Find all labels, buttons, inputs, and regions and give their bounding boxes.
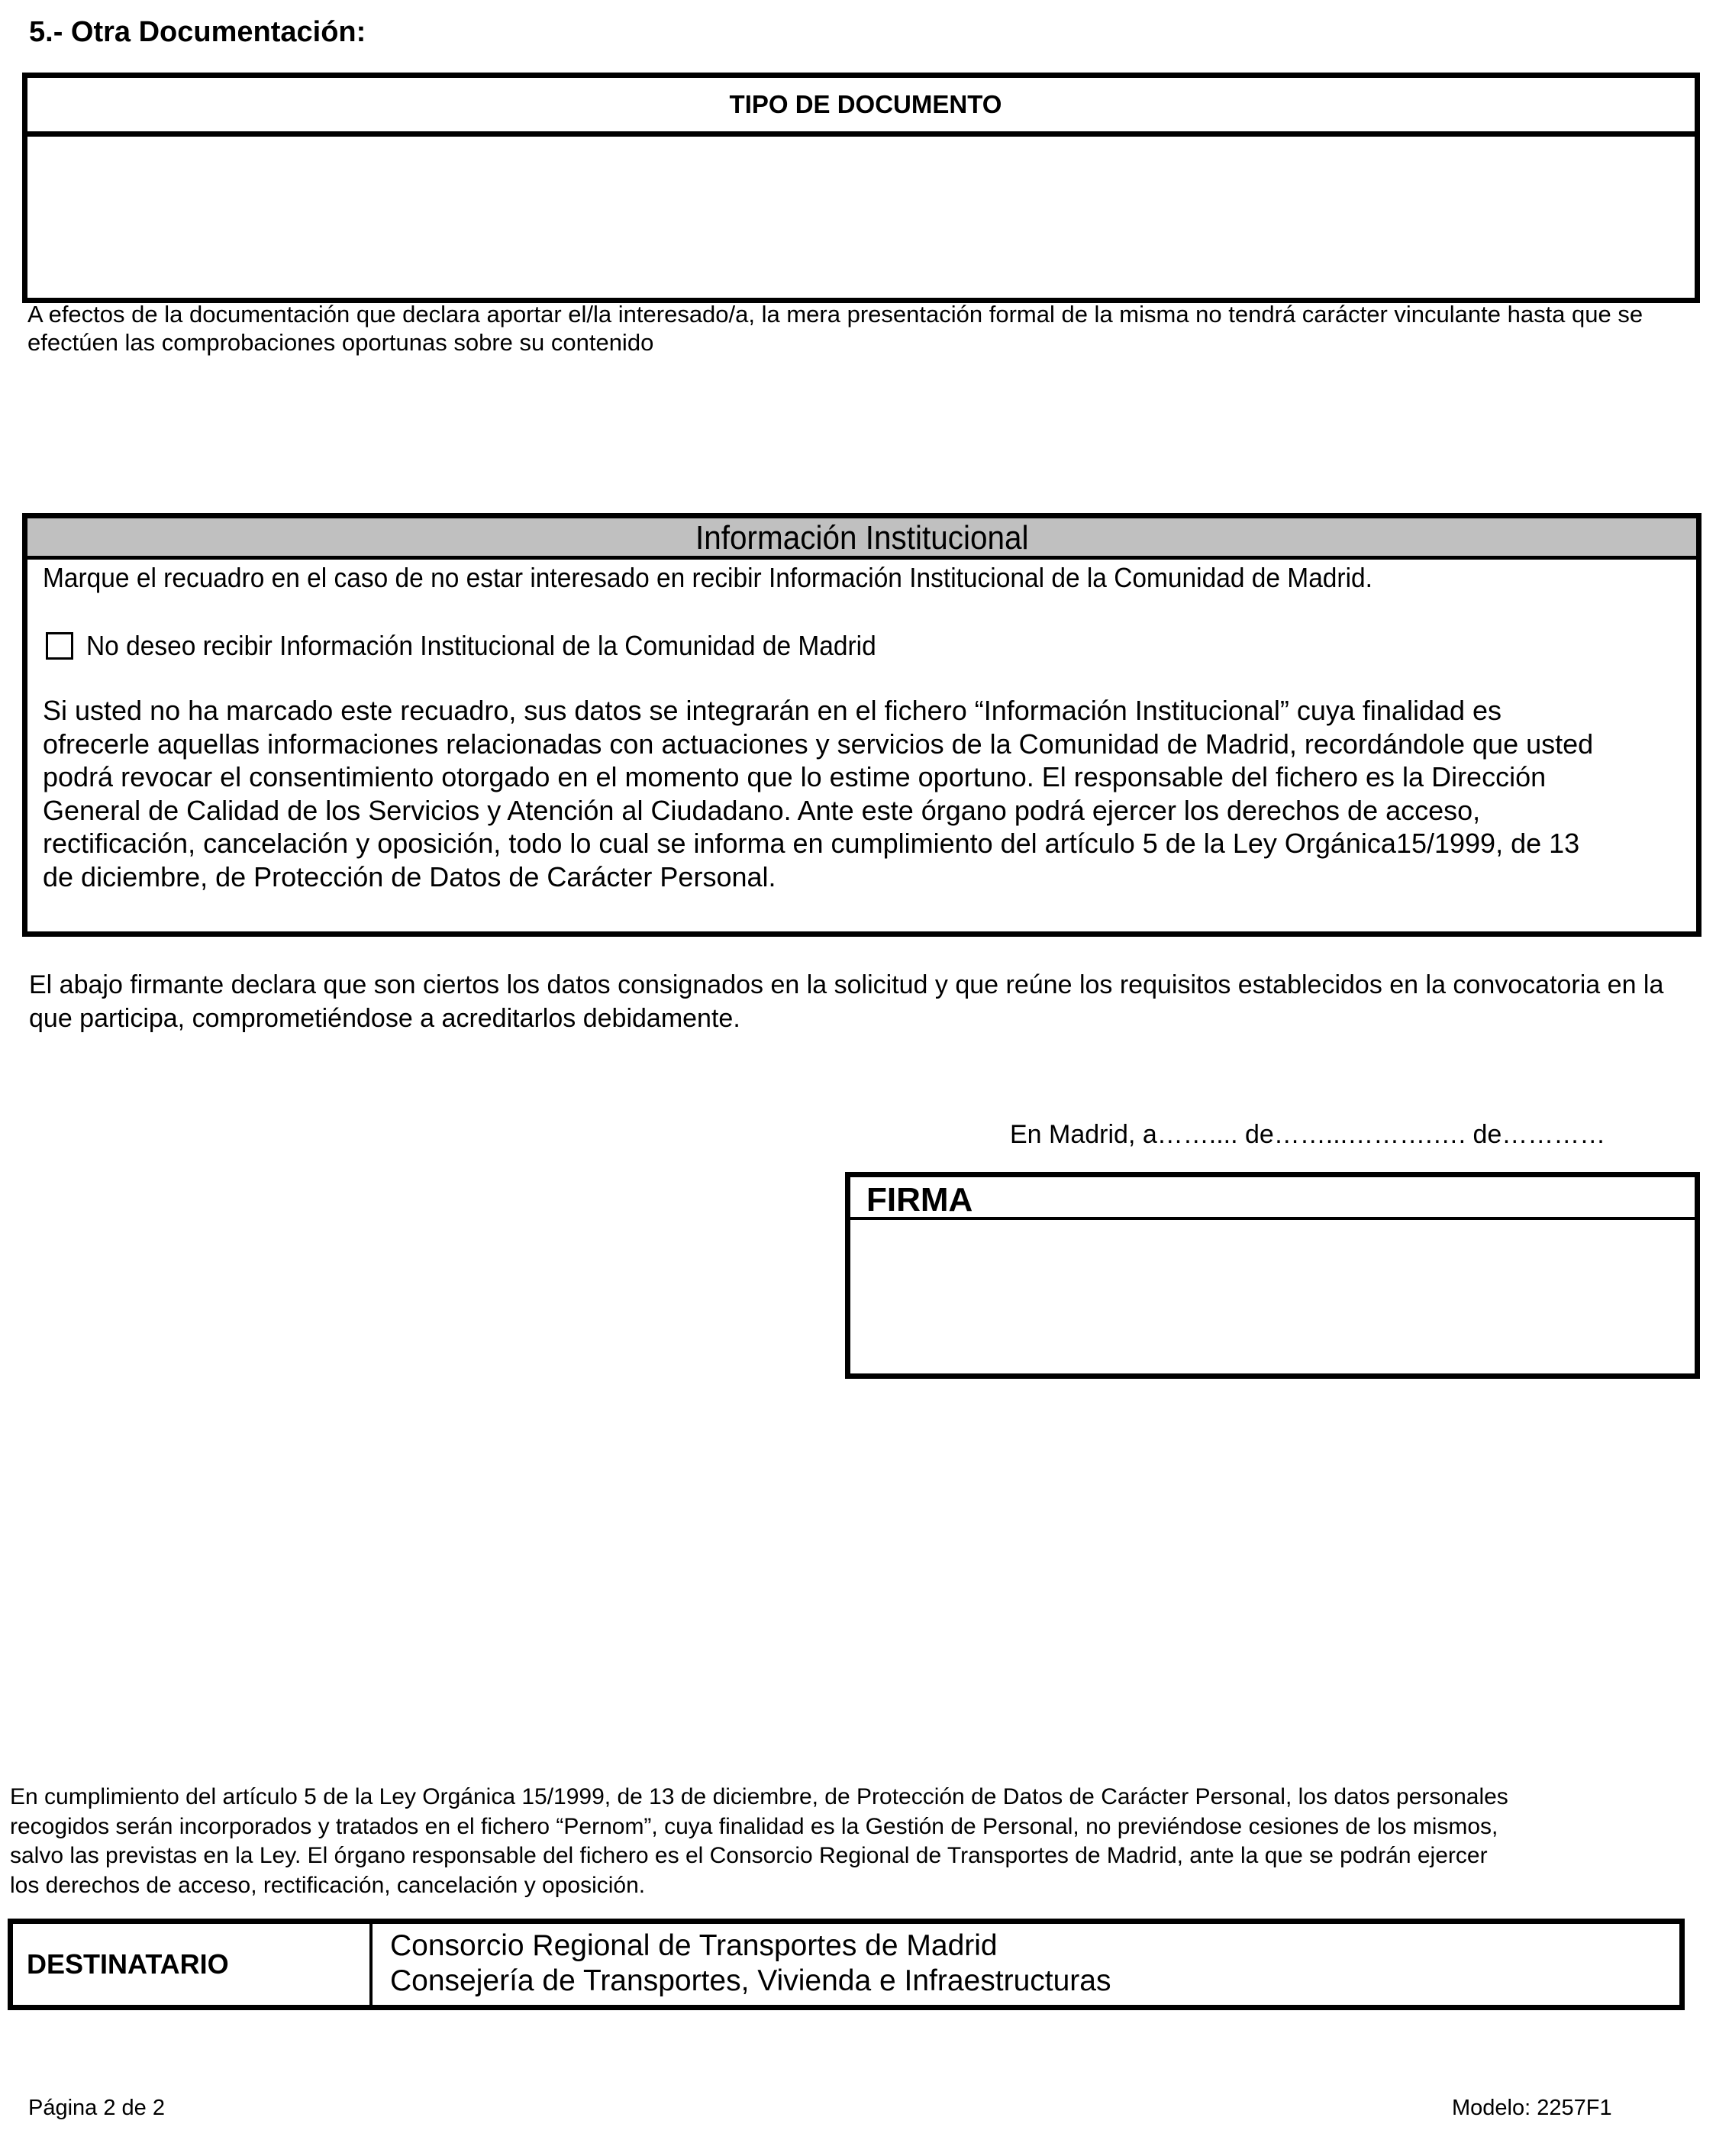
signature-box xyxy=(845,1172,1700,1379)
institutional-info-body xyxy=(43,561,1679,893)
institutional-info-intro: Marque el recuadro en el caso de no estar interesado en recibir Información Institucional de la Comunidad de Madrid. xyxy=(43,562,1372,593)
document-type-header-label: TIPO DE DOCUMENTO xyxy=(729,90,1002,118)
section-heading: 5.- Otra Documentación: xyxy=(29,16,366,48)
paragraph-line: Si usted no ha marcado este recuadro, sus datos se integrarán en el fichero “Información Institucional” cuya finalidad es xyxy=(43,695,1502,726)
institutional-info-header xyxy=(27,518,1696,560)
opt-out-checkbox[interactable] xyxy=(46,632,73,660)
legal-notice-line: recogidos serán incorporados y tratados en el fichero “Pernom”, cuya finalidad es la Gestión de Personal, no previéndose cesiones de los mismos, xyxy=(10,1813,1498,1839)
institutional-info-paragraph xyxy=(43,694,1680,893)
document-type-table xyxy=(22,73,1700,303)
paragraph-line: de diciembre, de Protección de Datos de Carácter Personal. xyxy=(43,860,776,892)
legal-notice xyxy=(10,1783,1689,1900)
model-number: Modelo: 2257F1 xyxy=(1452,2096,1612,2120)
declaration-text: El abajo firmante declara que son ciertos los datos consignados en la solicitud y que reúne los requisitos establecidos en la convocatoria en la que participa, comprometiéndose a acreditarlos debidamente. xyxy=(29,970,1664,1033)
date-line[interactable]: En Madrid, a…….... de……...……….…. de………… xyxy=(1010,1120,1606,1149)
signature-area[interactable] xyxy=(850,1220,1695,1373)
documents-note: A efectos de la documentación que declara aportar el/la interesado/a, la mera presentación formal de la misma no tendrá carácter vinculante hasta que se efectúen las comprobaciones oportunas sobre su contenido xyxy=(27,301,1643,356)
signature-label: FIRMA xyxy=(866,1181,973,1218)
legal-notice-line: En cumplimiento del artículo 5 de la Ley Orgánica 15/1999, de 13 de diciembre, de Protección de Datos de Carácter Personal, los datos personales xyxy=(10,1784,1508,1809)
paragraph-line: General de Calidad de los Servicios y Atención al Ciudadano. Ante este órgano podrá ejercer los derechos de acceso, xyxy=(43,794,1481,826)
recipient-label-cell xyxy=(13,1924,373,2005)
legal-notice-line: salvo las previstas en la Ley. El órgano responsable del fichero es el Consorcio Regional de Transportes de Madrid, ante la que se podrán ejercer xyxy=(10,1843,1488,1868)
paragraph-line: podrá revocar el consentimiento otorgado en el momento que lo estime oportuno. El responsable del fichero es la Dirección xyxy=(43,761,1547,792)
institutional-info-box xyxy=(22,513,1701,937)
paragraph-line: rectificación, cancelación y oposición, todo lo cual se informa en cumplimiento del artículo 5 de la Ley Orgánica15/1999, de 13 xyxy=(43,828,1580,859)
recipient-label: DESTINATARIO xyxy=(27,1948,229,1980)
recipient-line: Consorcio Regional de Transportes de Madrid xyxy=(390,1929,998,1962)
recipient-value-cell xyxy=(373,1924,1111,2005)
opt-out-checkbox-label: No deseo recibir Información Institucional de la Comunidad de Madrid xyxy=(86,630,876,661)
document-type-table-header xyxy=(27,78,1695,137)
signature-header xyxy=(850,1177,1695,1220)
recipient-line: Consejería de Transportes, Vivienda e Infraestructuras xyxy=(390,1964,1111,1997)
paragraph-line: ofrecerle aquellas informaciones relacionadas con actuaciones y servicios de la Comunidad de Madrid, recordándole que usted xyxy=(43,728,1594,760)
page-number: Página 2 de 2 xyxy=(28,2096,165,2120)
institutional-info-title: Información Institucional xyxy=(695,519,1029,557)
opt-out-row xyxy=(43,629,1679,663)
recipient-table xyxy=(8,1919,1685,2010)
document-type-entry-area[interactable] xyxy=(27,137,1695,298)
legal-notice-line: los derechos de acceso, rectificación, cancelación y oposición. xyxy=(10,1872,646,1898)
